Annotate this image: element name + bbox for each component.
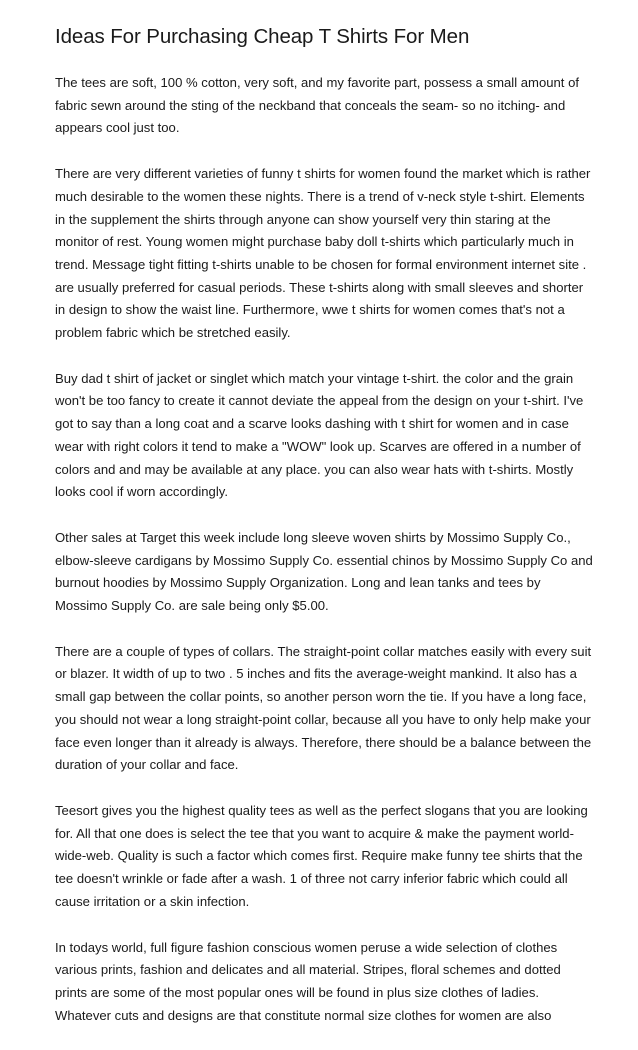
- paragraph: [55, 641, 592, 777]
- text-line: in the supplement the shirts through anyone can show yourself very thin staring at the: [55, 211, 551, 227]
- text-line: In todays world, full figure fashion conscious women peruse a wide selection of clothes: [55, 939, 558, 955]
- text-line: prints are some of the most popular ones will be found in plus size clothes of ladies.: [55, 984, 540, 1000]
- text-line: got to say than a long coat and a scarve looks dashing with t shirt for women and in case: [55, 416, 569, 432]
- text-line: Whatever cuts and designs are that constitute normal size clothes for women are also: [55, 1007, 552, 1023]
- text-line: monitor of rest. Young women might purchase baby doll t-shirts which particularly much in: [55, 234, 574, 250]
- text-line: appears cool just too.: [55, 120, 180, 136]
- paragraph: [55, 368, 587, 504]
- paragraph: [55, 163, 591, 345]
- text-line: for. All that one does is select the tee that you want to acquire & make the payment world-: [55, 825, 574, 841]
- text-line: There are a couple of types of collars. The straight-point collar matches easily with every suit: [55, 643, 592, 659]
- document-page: [55, 22, 593, 1050]
- paragraph: [55, 937, 587, 1028]
- text-line: Buy dad t shirt of jacket or singlet which match your vintage t-shirt. the color and the grain: [55, 370, 574, 386]
- text-line: you should not wear a long straight-point collar, because all you have to only help make your: [55, 711, 591, 727]
- text-line: elbow-sleeve cardigans by Mossimo Supply Co. essential chinos by Mossimo Supply Co and: [55, 552, 593, 568]
- text-line: colors and and may be available at any place. you can also wear hats with t-shirts. Mostly: [55, 461, 574, 477]
- text-line: wide-web. Quality is such a factor which comes first. Require make funny tee shirts that the: [55, 848, 583, 864]
- text-line: looks cool if worn accordingly.: [55, 484, 228, 500]
- document-body: [55, 72, 593, 1027]
- document-title: Ideas For Purchasing Cheap T Shirts For Men: [55, 25, 470, 48]
- text-line: are usually preferred for casual periods. These t-shirts along with small sleeves and shorter: [55, 279, 584, 295]
- text-line: small gap between the collar points, so another person worn the tie. If you have a long face,: [55, 689, 587, 705]
- text-line: Other sales at Target this week include long sleeve woven shirts by Mossimo Supply Co.,: [55, 529, 571, 545]
- text-line: tee doesn't wrinkle or fade after a wash. 1 of three not carry inferior fabric which could all: [55, 871, 568, 887]
- text-line: duration of your collar and face.: [55, 757, 239, 773]
- text-line: Mossimo Supply Co. are sale being only $5.00.: [55, 598, 329, 614]
- paragraph: [55, 527, 593, 618]
- text-line: cause irritation or a skin infection.: [55, 893, 250, 909]
- text-line: or blazer. It width of up to two . 5 inches and fits the average-weight mankind. It also has a: [55, 666, 577, 682]
- text-line: The tees are soft, 100 % cotton, very soft, and my favorite part, possess a small amount of: [55, 75, 579, 90]
- text-line: much desirable to the women these nights. There is a trend of v-neck style t-shirt. Elements: [55, 188, 585, 204]
- paragraph: [55, 72, 587, 140]
- text-line: There are very different varieties of funny t shirts for women found the market which is rather: [55, 166, 591, 182]
- text-line: in design to show the waist line. Furthermore, wwe t shirts for women comes that's not a: [55, 302, 565, 318]
- text-line: won't be too fancy to create it cannot deviate the appeal from the design on your t-shirt. I've: [55, 393, 584, 409]
- text-line: burnout hoodies by Mossimo Supply Organization. Long and lean tanks and tees by: [55, 575, 541, 591]
- text-line: Teesort gives you the highest quality tees as well as the perfect slogans that you are looking: [55, 802, 588, 818]
- text-line: fabric sewn around the sting of the neckband that conceals the seam- so no itching- and: [55, 97, 566, 113]
- text-line: face even longer than it already is always. Therefore, there should be a balance between the: [55, 734, 592, 750]
- paragraph: [55, 800, 587, 914]
- text-line: problem fabric which be stretched easily.: [55, 325, 291, 341]
- text-line: various prints, fashion and delicates and all material. Stripes, floral schemes and dotted: [55, 962, 561, 978]
- text-line: trend. Message tight fitting t-shirts unable to be chosen for formal environment internet site .: [55, 256, 587, 272]
- text-line: wear with right colors it tend to make a "WOW" look up. Scarves are offered in a number of: [55, 438, 581, 454]
